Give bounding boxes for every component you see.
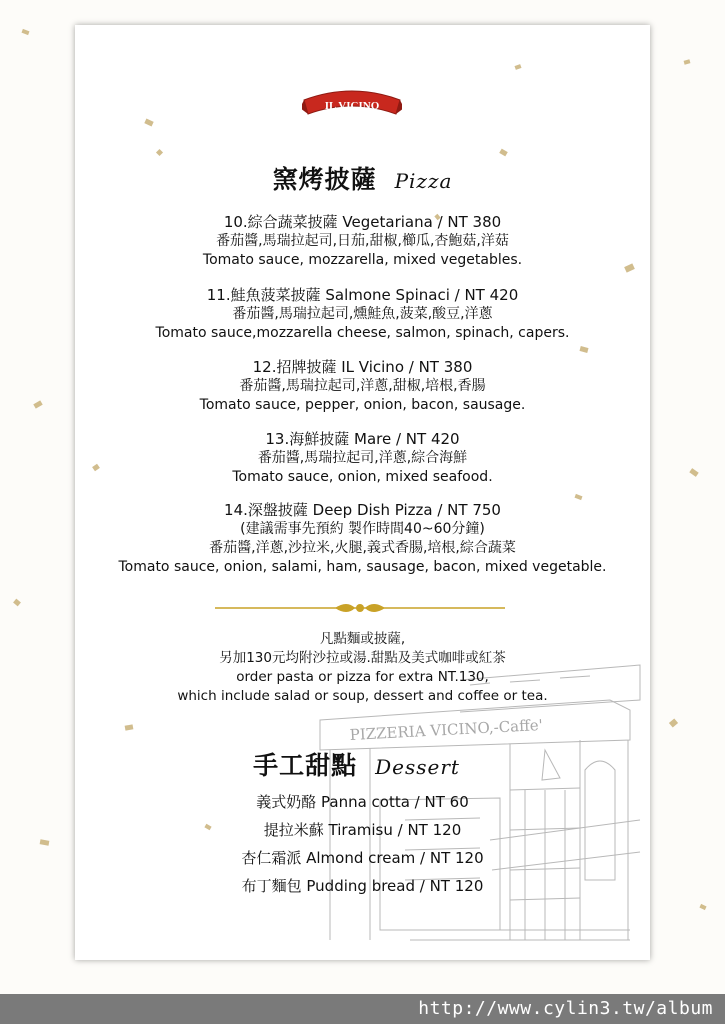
svg-text:IL VICINO: IL VICINO [324, 100, 380, 112]
note-en-line1: order pasta or pizza for extra NT.130, [236, 669, 489, 685]
paper-fleck [684, 59, 691, 64]
dessert-section-title [0, 746, 719, 782]
dessert-item: 布丁麵包 Pudding bread / NT 120 [241, 877, 484, 895]
watermark-url-bar [0, 994, 725, 1024]
dessert-item: 義式奶酪 Panna cotta / NT 60 [256, 793, 469, 811]
note-zh-line1: 凡點麵或披薩, [319, 631, 406, 647]
note-en-line2: which include salad or soup, dessert and coffee or tea. [177, 688, 548, 704]
watermark-url: http://www.cylin3.tw/album [418, 998, 713, 1019]
paper-fleck [22, 29, 30, 35]
paper-fleck [499, 149, 508, 157]
paper-fleck [144, 119, 153, 127]
menu-item-vegetariana [0, 212, 725, 270]
item-booking-note: (建議需事先預約 製作時間40~60分鐘) [240, 521, 485, 537]
menu-item-deep-dish [0, 500, 725, 577]
menu-item-mare [0, 429, 725, 487]
note-zh-line2: 另加130元均附沙拉或湯.甜點及美式咖啡或紅茶 [219, 650, 506, 666]
paper-fleck [156, 149, 163, 156]
item-ingredients-zh: 番茄醬,馬瑞拉起司,洋蔥,甜椒,培根,香腸 [239, 378, 486, 394]
dessert-list [0, 788, 725, 900]
menu-item-salmone-spinaci [0, 285, 725, 343]
item-name: 11.鮭魚菠菜披薩 Salmone Spinaci / NT 420 [206, 286, 519, 304]
paper-fleck [579, 346, 588, 353]
item-ingredients-en: Tomato sauce, onion, salami, ham, sausage, bacon, mixed vegetable. [118, 559, 607, 575]
svg-text:PIZZERIA VICINO,-Caffe': PIZZERIA VICINO,-Caffe' [349, 715, 544, 744]
paper-fleck [699, 904, 706, 910]
item-ingredients-en: Tomato sauce, mozzarella, mixed vegetables. [202, 252, 523, 268]
item-ingredients-zh: 番茄醬,馬瑞拉起司,燻鮭魚,菠菜,酸豆,洋蔥 [232, 306, 493, 322]
dessert-title-en: Dessert [375, 755, 460, 779]
menu-item-il-vicino [0, 357, 725, 415]
il-vicino-logo [302, 82, 402, 128]
dessert-title-zh: 手工甜點 [253, 751, 358, 780]
dessert-item: 杏仁霜派 Almond cream / NT 120 [241, 849, 484, 867]
set-meal-note [0, 630, 725, 706]
item-ingredients-zh: 番茄醬,馬瑞拉起司,洋蔥,綜合海鮮 [257, 450, 468, 466]
paper-fleck [13, 599, 21, 607]
dessert-item: 提拉米蘇 Tiramisu / NT 120 [263, 821, 462, 839]
pizza-title-zh: 窯烤披薩 [272, 165, 377, 194]
item-ingredients-en: Tomato sauce,mozzarella cheese, salmon, spinach, capers. [155, 325, 570, 341]
item-name: 13.海鮮披薩 Mare / NT 420 [265, 430, 460, 448]
paper-fleck [669, 718, 678, 727]
item-ingredients-zh: 番茄醬,洋蔥,沙拉米,火腿,義式香腸,培根,綜合蔬菜 [209, 540, 516, 556]
ornamental-divider [215, 598, 505, 618]
item-ingredients-en: Tomato sauce, onion, mixed seafood. [232, 469, 493, 485]
paper-fleck [514, 64, 521, 70]
paper-fleck [125, 724, 134, 730]
item-name: 14.深盤披薩 Deep Dish Pizza / NT 750 [224, 501, 501, 519]
item-name: 10.綜合蔬菜披薩 Vegetariana / NT 380 [223, 213, 502, 231]
item-ingredients-zh: 番茄醬,馬瑞拉起司,日茄,甜椒,櫛瓜,杏鮑菇,洋菇 [216, 233, 509, 249]
item-name: 12.招牌披薩 IL Vicino / NT 380 [252, 358, 473, 376]
item-ingredients-en: Tomato sauce, pepper, onion, bacon, sausage. [199, 397, 526, 413]
pizza-section-title [0, 160, 725, 196]
pizza-title-en: Pizza [394, 169, 453, 193]
